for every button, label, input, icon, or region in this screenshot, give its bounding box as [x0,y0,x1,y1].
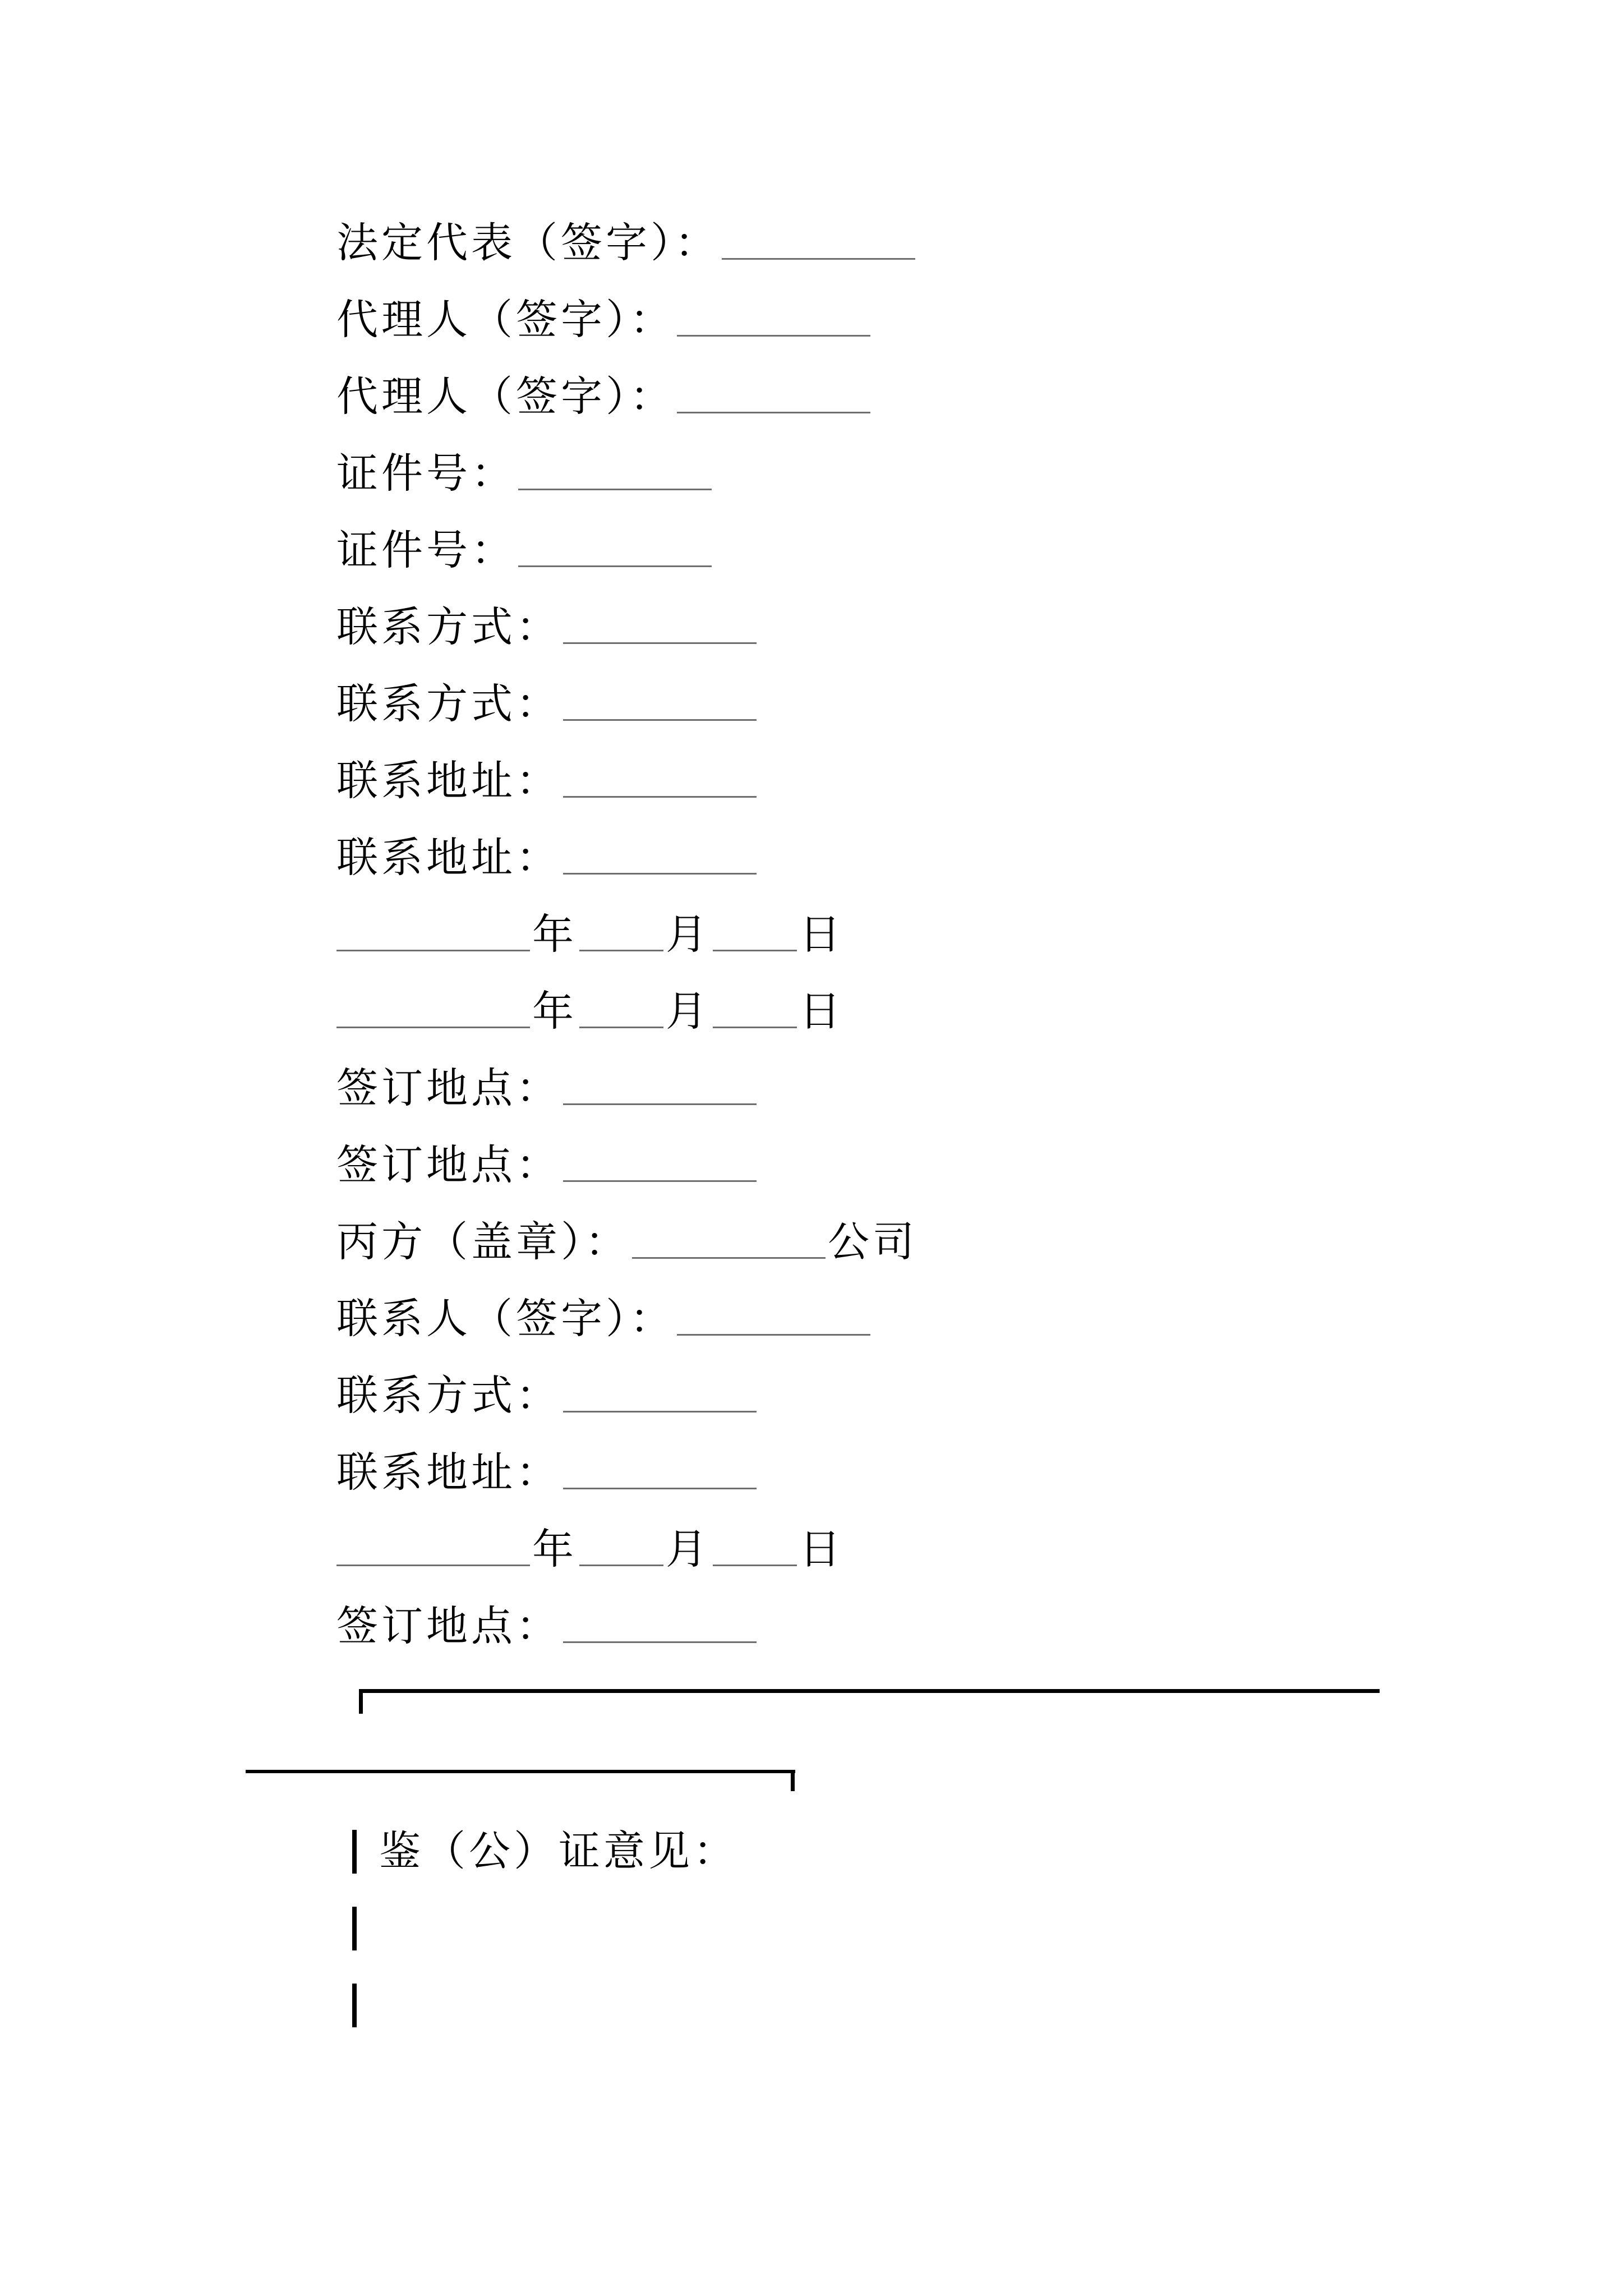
signing-place-line [336,1060,759,1116]
field-label: 联系地址： [336,834,561,882]
month-blank[interactable] [579,915,663,951]
frame-top-border [359,1689,1380,1693]
contact-method-line [336,676,759,732]
year-blank[interactable] [336,915,530,951]
field-label: 签订地点： [336,1141,561,1189]
date-line [336,983,844,1039]
day-blank[interactable] [713,1530,797,1566]
contact-address-line [336,753,759,809]
date-line [336,1521,844,1577]
frame-middle-border [246,1770,795,1773]
field-label: 联系方式： [336,603,561,651]
agent-signature-line [336,292,873,348]
id-number-line [336,522,714,578]
blank-field[interactable] [518,454,712,490]
year-label: 年 [532,1525,577,1573]
id-number-line [336,445,714,501]
blank-field[interactable] [563,761,757,798]
year-blank[interactable] [336,992,530,1028]
field-suffix: 公司 [828,1218,917,1266]
contact-person-signature-line [336,1291,873,1347]
day-label: 日 [799,987,844,1036]
frame-middle-corner [791,1770,795,1791]
field-label: 签订地点： [336,1064,561,1112]
day-label: 日 [799,910,844,959]
day-label: 日 [799,1525,844,1573]
date-line [336,907,844,963]
field-label: 联系方式： [336,680,561,728]
blank-field[interactable] [563,1376,757,1412]
field-label: 法定代表（签字）： [336,219,720,267]
day-blank[interactable] [713,992,797,1028]
month-label: 月 [666,910,711,959]
frame-left-border [352,1907,357,1950]
field-label: 签订地点： [336,1602,561,1650]
contact-method-line [336,1368,759,1424]
opinion-label: 鉴（公）证意见： [379,1827,738,1875]
blank-field[interactable] [677,1299,870,1336]
blank-field[interactable] [563,1069,757,1105]
field-label: 联系方式： [336,1372,561,1420]
month-blank[interactable] [579,992,663,1028]
frame-top-corner [359,1689,363,1714]
month-label: 月 [666,1525,711,1573]
blank-field[interactable] [563,838,757,875]
signing-place-line [336,1598,759,1654]
blank-field[interactable] [518,531,712,567]
month-blank[interactable] [579,1530,663,1566]
contact-method-line [336,599,759,655]
field-label: 联系地址： [336,1448,561,1497]
blank-field[interactable] [563,1453,757,1489]
blank-field[interactable] [563,1145,757,1182]
contact-address-line [336,1444,759,1501]
blank-field[interactable] [563,684,757,721]
field-label: 丙方（盖章）： [336,1218,630,1266]
blank-field[interactable] [677,300,870,337]
legal-representative-signature-line [336,215,917,271]
blank-field[interactable] [563,1607,757,1643]
blank-field[interactable] [722,223,915,260]
frame-left-border [352,1984,357,2027]
blank-field[interactable] [677,377,870,413]
party-c-seal-line [336,1214,917,1270]
blank-field[interactable] [632,1222,826,1259]
contact-address-line [336,830,759,886]
year-label: 年 [532,987,577,1036]
frame-left-border [352,1830,357,1874]
blank-field[interactable] [563,608,757,644]
month-label: 月 [666,987,711,1036]
year-label: 年 [532,910,577,959]
field-label: 代理人（签字）： [336,296,675,344]
field-label: 证件号： [336,449,516,498]
signing-place-line [336,1137,759,1193]
day-blank[interactable] [713,915,797,951]
field-label: 联系人（签字）： [336,1295,675,1343]
year-blank[interactable] [336,1530,530,1566]
field-label: 代理人（签字）： [336,372,675,421]
notarization-opinion-line [379,1823,738,1879]
field-label: 联系地址： [336,757,561,805]
agent-signature-line [336,369,873,425]
field-label: 证件号： [336,526,516,574]
